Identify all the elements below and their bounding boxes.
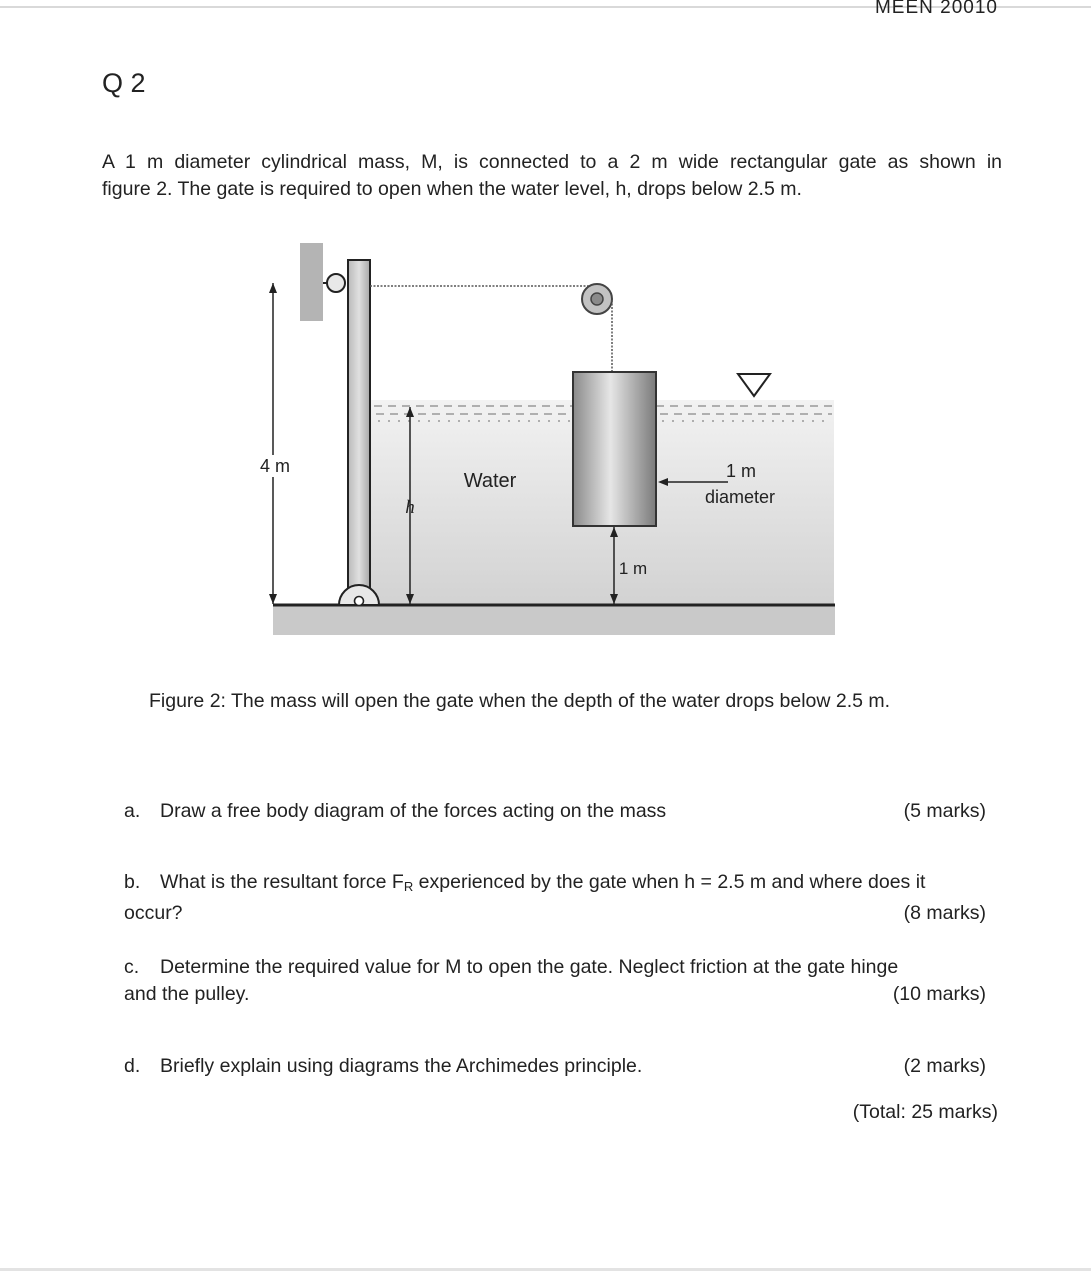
water-label: Water [463, 470, 517, 492]
part-a [124, 798, 986, 825]
upper-hinge-icon [327, 274, 345, 292]
part-a-text: Draw a free body diagram of the forces acting on the mass [160, 800, 667, 822]
part-c-label: c. [124, 956, 140, 978]
part-a-label: a. [124, 800, 141, 822]
part-d-label: d. [124, 1055, 141, 1077]
part-b-text-after: experienced by the gate when h = 2.5 m and where does it [413, 871, 926, 893]
intro-line-2: figure 2. The gate is required to open when the water level, h, drops below 2.5 m. [102, 178, 802, 200]
gate [348, 260, 370, 605]
height-label: 4 m [259, 456, 291, 476]
ground [273, 605, 835, 635]
part-b-text-before: What is the resultant force F [160, 871, 404, 893]
intro-line-1: A 1 m diameter cylindrical mass, M, is connected to a 2 m wide rectangular gate as shown in [102, 151, 1002, 173]
total-marks: (Total: 25 marks) [852, 1101, 998, 1123]
h-label: h [405, 497, 415, 518]
part-d-marks: (2 marks) [903, 1055, 986, 1077]
clearance-label: 1 m [618, 559, 648, 578]
free-surface-icon [738, 374, 770, 396]
part-b-subscript: R [403, 879, 414, 894]
part-b-label: b. [124, 871, 141, 893]
top-support [300, 243, 323, 321]
part-d [124, 1053, 986, 1080]
part-b-marks: (8 marks) [903, 902, 986, 924]
part-d-text: Briefly explain using diagrams the Archimedes principle. [160, 1055, 643, 1077]
diameter-value-label: 1 m [725, 461, 757, 481]
question-number: Q 2 [102, 68, 146, 98]
course-code: MEEN 20010 [874, 0, 998, 17]
cylindrical-mass [573, 372, 656, 526]
part-c-marks: (10 marks) [892, 983, 986, 1005]
figure-caption: Figure 2: The mass will open the gate when the depth of the water drops below 2.5 m. [149, 690, 891, 712]
question-intro [102, 149, 1002, 203]
part-b [124, 869, 986, 927]
part-c-text: Determine the required value for M to open the gate. Neglect friction at the gate hinge [160, 956, 899, 978]
bottom-rule [0, 1268, 1091, 1271]
part-a-marks: (5 marks) [903, 800, 986, 822]
diameter-word-label: diameter [704, 487, 776, 507]
part-c-text-line2: and the pulley. [124, 983, 250, 1005]
gate-diagram [250, 240, 850, 650]
part-b-text-line2: occur? [124, 902, 183, 924]
part-c [124, 954, 986, 1008]
